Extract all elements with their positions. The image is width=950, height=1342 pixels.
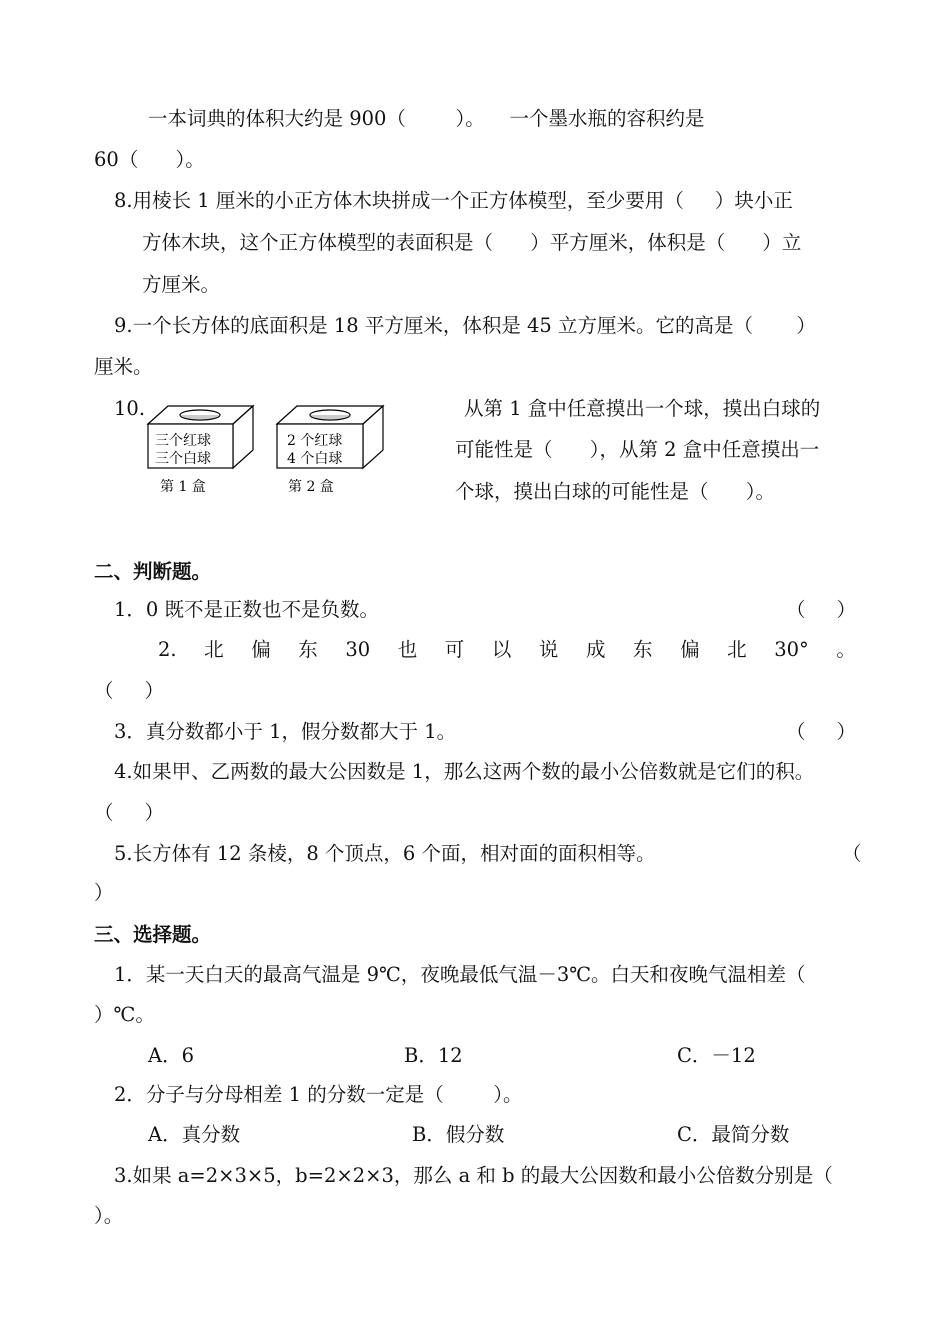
choice-q1-option-b: B．12 <box>404 1044 463 1067</box>
box-2-caption: 第 2 盒 <box>288 479 334 495</box>
judge-q2-word: 东 <box>298 638 318 661</box>
box-1 <box>148 406 253 495</box>
q10-number: 10. <box>114 397 146 420</box>
judge-q1-answer-paren: （ ） <box>786 598 856 621</box>
judge-q1: 1．0 既不是正数也不是负数。 <box>114 598 380 621</box>
q10-text-line-3: 个球，摸出白球的可能性是（ ）。 <box>455 480 775 503</box>
judge-q2-word: 东 <box>633 638 653 661</box>
choice-q2: 2．分子与分母相差 1 的分数一定是（ ）。 <box>114 1083 523 1106</box>
choice-q1-option-c: C．－12 <box>677 1044 756 1067</box>
judge-q2-word: 说 <box>538 638 559 661</box>
box-1-line-1: 三个红球 <box>155 433 211 449</box>
choice-q1-option-a: A．6 <box>148 1044 194 1067</box>
judge-q2-word: 偏 <box>251 638 271 661</box>
section-3-title: 三、选择题。 <box>94 923 212 946</box>
choice-q2-option-c: C．最简分数 <box>677 1123 790 1146</box>
judge-q2-word: 2. <box>158 638 177 661</box>
judge-q2-word: 。 <box>836 638 856 661</box>
q10-text-line-1: 从第 1 盒中任意摸出一个球，摸出白球的 <box>464 397 821 420</box>
box-1-caption: 第 1 盒 <box>160 479 206 495</box>
judge-q3-answer-paren: （ ） <box>786 720 856 743</box>
judge-q2 <box>158 637 856 663</box>
q9-line-2: 厘米。 <box>94 355 153 378</box>
fill-line-1: 一本词典的体积大约是 900（ ）。 一个墨水瓶的容积约是 <box>148 107 705 130</box>
judge-q2-word: 北 <box>204 638 224 661</box>
q10-text-line-2: 可能性是（ ），从第 2 盒中任意摸出一 <box>455 438 820 461</box>
q8-line-2: 方体木块，这个正方体模型的表面积是（ ）平方厘米，体积是（ ）立 <box>142 231 802 254</box>
judge-q2-word: 偏 <box>680 638 700 661</box>
choice-q3-line-2: ）。 <box>94 1204 124 1227</box>
box-2-line-1: 2 个红球 <box>287 433 343 449</box>
judge-q3: 3．真分数都小于 1，假分数都大于 1。 <box>114 720 457 743</box>
judge-q5: 5.长方体有 12 条棱，8 个顶点，6 个面，相对面的面积相等。 <box>114 842 656 865</box>
box-2 <box>277 406 383 495</box>
judge-q2-word: 30 <box>345 638 371 661</box>
judge-q2-word: 以 <box>491 638 512 661</box>
judge-q5-paren-open: （ <box>842 842 862 865</box>
choice-q1-line-2: ）℃。 <box>94 1003 155 1026</box>
choice-q2-option-b: B．假分数 <box>412 1123 505 1146</box>
section-2-title: 二、判断题。 <box>94 560 212 583</box>
q8-line-1: 8.用棱长 1 厘米的小正方体木块拼成一个正方体模型，至少要用（ ）块小正 <box>114 189 793 212</box>
judge-q4: 4.如果甲、乙两数的最大公因数是 1，那么这两个数的最小公倍数就是它们的积。 <box>114 760 815 783</box>
ball-boxes-figure <box>140 398 420 503</box>
box-2-line-2: 4 个白球 <box>287 451 343 467</box>
choice-q3-line-1: 3.如果 a=2×3×5，b=2×2×3，那么 a 和 b 的最大公因数和最小公倍数分别是（ <box>114 1164 833 1187</box>
judge-q2-word: 可 <box>444 638 465 661</box>
fill-line-2: 60（ ）。 <box>94 148 205 171</box>
judge-q5-paren-close: ） <box>94 881 114 904</box>
judge-q2-word: 也 <box>397 638 418 661</box>
q8-line-3: 方厘米。 <box>142 273 221 296</box>
q9-line-1: 9.一个长方体的底面积是 18 平方厘米，体积是 45 立方厘米。它的高是（ ） <box>114 314 816 337</box>
judge-q2-word: 成 <box>585 638 606 661</box>
judge-q2-word: 北 <box>727 638 747 661</box>
choice-q2-option-a: A．真分数 <box>148 1123 241 1146</box>
box-1-line-2: 三个白球 <box>155 451 211 467</box>
judge-q2-answer-paren: （ ） <box>94 679 164 702</box>
choice-q1-line-1: 1．某一天白天的最高气温是 9℃，夜晚最低气温－3℃。白天和夜晚气温相差（ <box>114 963 806 986</box>
judge-q4-answer-paren: （ ） <box>94 801 164 824</box>
judge-q2-word: 30° <box>774 638 809 661</box>
